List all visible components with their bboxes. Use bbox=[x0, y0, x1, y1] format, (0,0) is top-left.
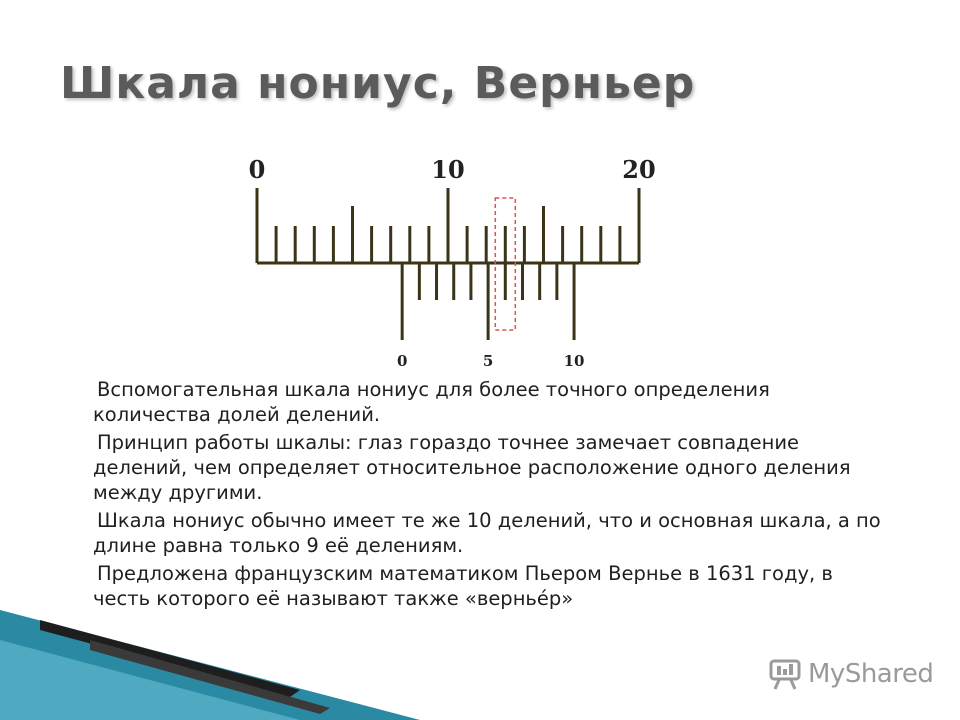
vernier-scale-label: 10 bbox=[563, 352, 585, 370]
main-scale-label: 20 bbox=[622, 155, 656, 184]
vernier-scale-diagram bbox=[240, 150, 680, 380]
vernier-scale-label: 5 bbox=[482, 352, 494, 370]
paragraph-4: Предложена французским математиком Пьером Вернье в 1631 году, в честь которого её называют также «верньéр» bbox=[93, 562, 833, 610]
paragraph-3: Шкала нониус обычно имеет те же 10 делений, что и основная шкала, а по длине равна только 9 её делениям. bbox=[93, 509, 881, 557]
vernier-scale-label: 0 bbox=[396, 352, 408, 370]
logo-text: MyShared bbox=[808, 659, 934, 689]
main-scale-label: 10 bbox=[431, 155, 465, 184]
vernier-scale bbox=[397, 263, 585, 370]
paragraph-2: Принцип работы шкалы: глаз гораздо точнее замечает совпадение делений, чем определяет относительное расположение одного деления между другими. bbox=[93, 431, 851, 504]
paragraph-1: Вспомогательная шкала нониус для более точного определения количества долей делений. bbox=[93, 378, 770, 426]
presentation-board-icon bbox=[768, 658, 802, 690]
main-scale bbox=[249, 155, 656, 263]
myshared-logo bbox=[768, 658, 933, 690]
slide-title: Шкала нониус, Верньер bbox=[60, 58, 696, 109]
slide-body bbox=[93, 377, 893, 614]
main-scale-label: 0 bbox=[248, 155, 266, 184]
